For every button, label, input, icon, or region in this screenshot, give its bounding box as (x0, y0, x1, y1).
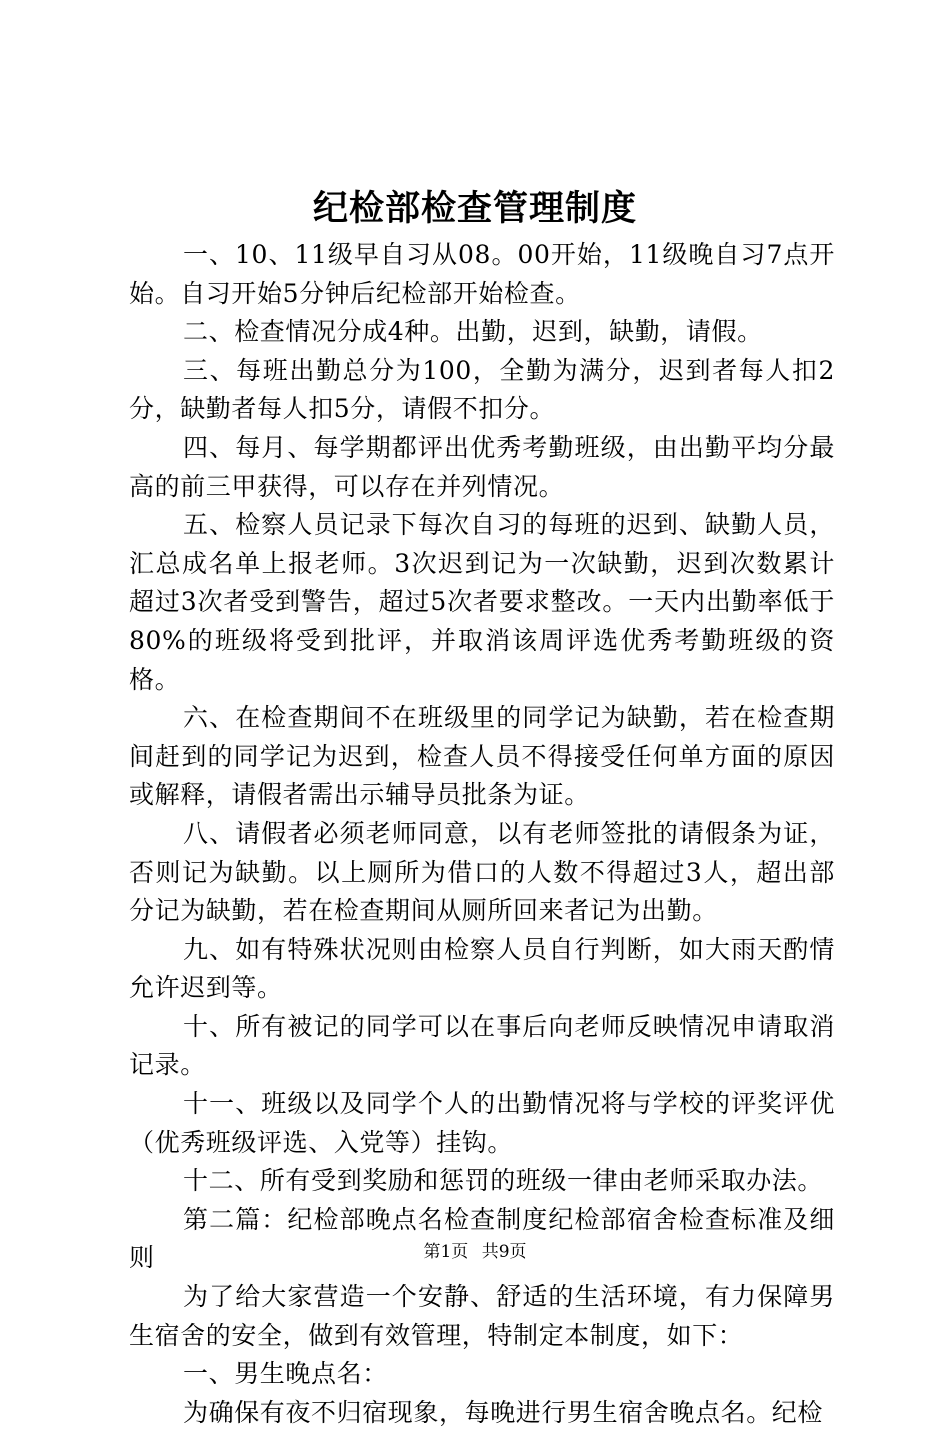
paragraph-5: 五、检察人员记录下每次自习的每班的迟到、缺勤人员，汇总成名单上报老师。3次迟到记为一次缺勤，迟到次数累计超过3次者受到警告，超过5次者要求整改。一天内出勤率低于80%的班级将受到批评，并取消该周评选优秀考勤班级的资格。 (129, 510, 835, 694)
page-total: 共9页 (481, 1242, 527, 1262)
paragraph-3: 三、每班出勤总分为100，全勤为满分，迟到者每人扣2分，缺勤者每人扣5分，请假不扣分。 (129, 355, 835, 424)
subheading-roll-call: 一、男生晚点名： (183, 1359, 388, 1389)
page-footer (0, 1240, 950, 1264)
page-number: 第1页 (423, 1242, 469, 1262)
section-heading-part-two: 第二篇：纪检部晚点名检查制度纪检部宿舍检查标准及细则 (129, 1204, 835, 1273)
roll-call-paragraph: 为确保有夜不归宿现象，每晚进行男生宿舍晚点名。纪检 (183, 1397, 824, 1427)
paragraph-9: 九、如有特殊状况则由检察人员自行判断，如大雨天酌情允许迟到等。 (129, 934, 835, 1003)
paragraph-4: 四、每月、每学期都评出优秀考勤班级，由出勤平均分最高的前三甲获得，可以存在并列情况。 (129, 432, 835, 501)
document-title: 纪检部检查管理制度 (312, 188, 637, 229)
paragraph-8: 八、请假者必须老师同意，以有老师签批的请假条为证，否则记为缺勤。以上厕所为借口的人数不得超过3人，超出部分记为缺勤，若在检查期间从厕所回来者记为出勤。 (129, 818, 835, 926)
paragraph-6: 六、在检查期间不在班级里的同学记为缺勤，若在检查期间赶到的同学记为迟到，检查人员不得接受任何单方面的原因或解释，请假者需出示辅导员批条为证。 (129, 703, 835, 810)
paragraph-11: 十一、班级以及同学个人的出勤情况将与学校的评奖评优（优秀班级评选、入党等）挂钩。 (129, 1089, 835, 1157)
paragraph-12: 十二、所有受到奖励和惩罚的班级一律由老师采取办法。 (183, 1166, 824, 1196)
paragraph-1: 一、10、11级早自习从08。00开始，11级晚自习7点开始。自习开始5分钟后纪检部开始检查。 (129, 240, 835, 308)
paragraph-2: 二、检查情况分成4种。出勤，迟到，缺勤，请假。 (183, 317, 763, 347)
paragraph-10: 十、所有被记的同学可以在事后向老师反映情况申请取消记录。 (129, 1011, 835, 1080)
intro-paragraph: 为了给大家营造一个安静、舒适的生活环境，有力保障男生宿舍的安全，做到有效管理，特制定本制度，如下： (129, 1282, 835, 1350)
